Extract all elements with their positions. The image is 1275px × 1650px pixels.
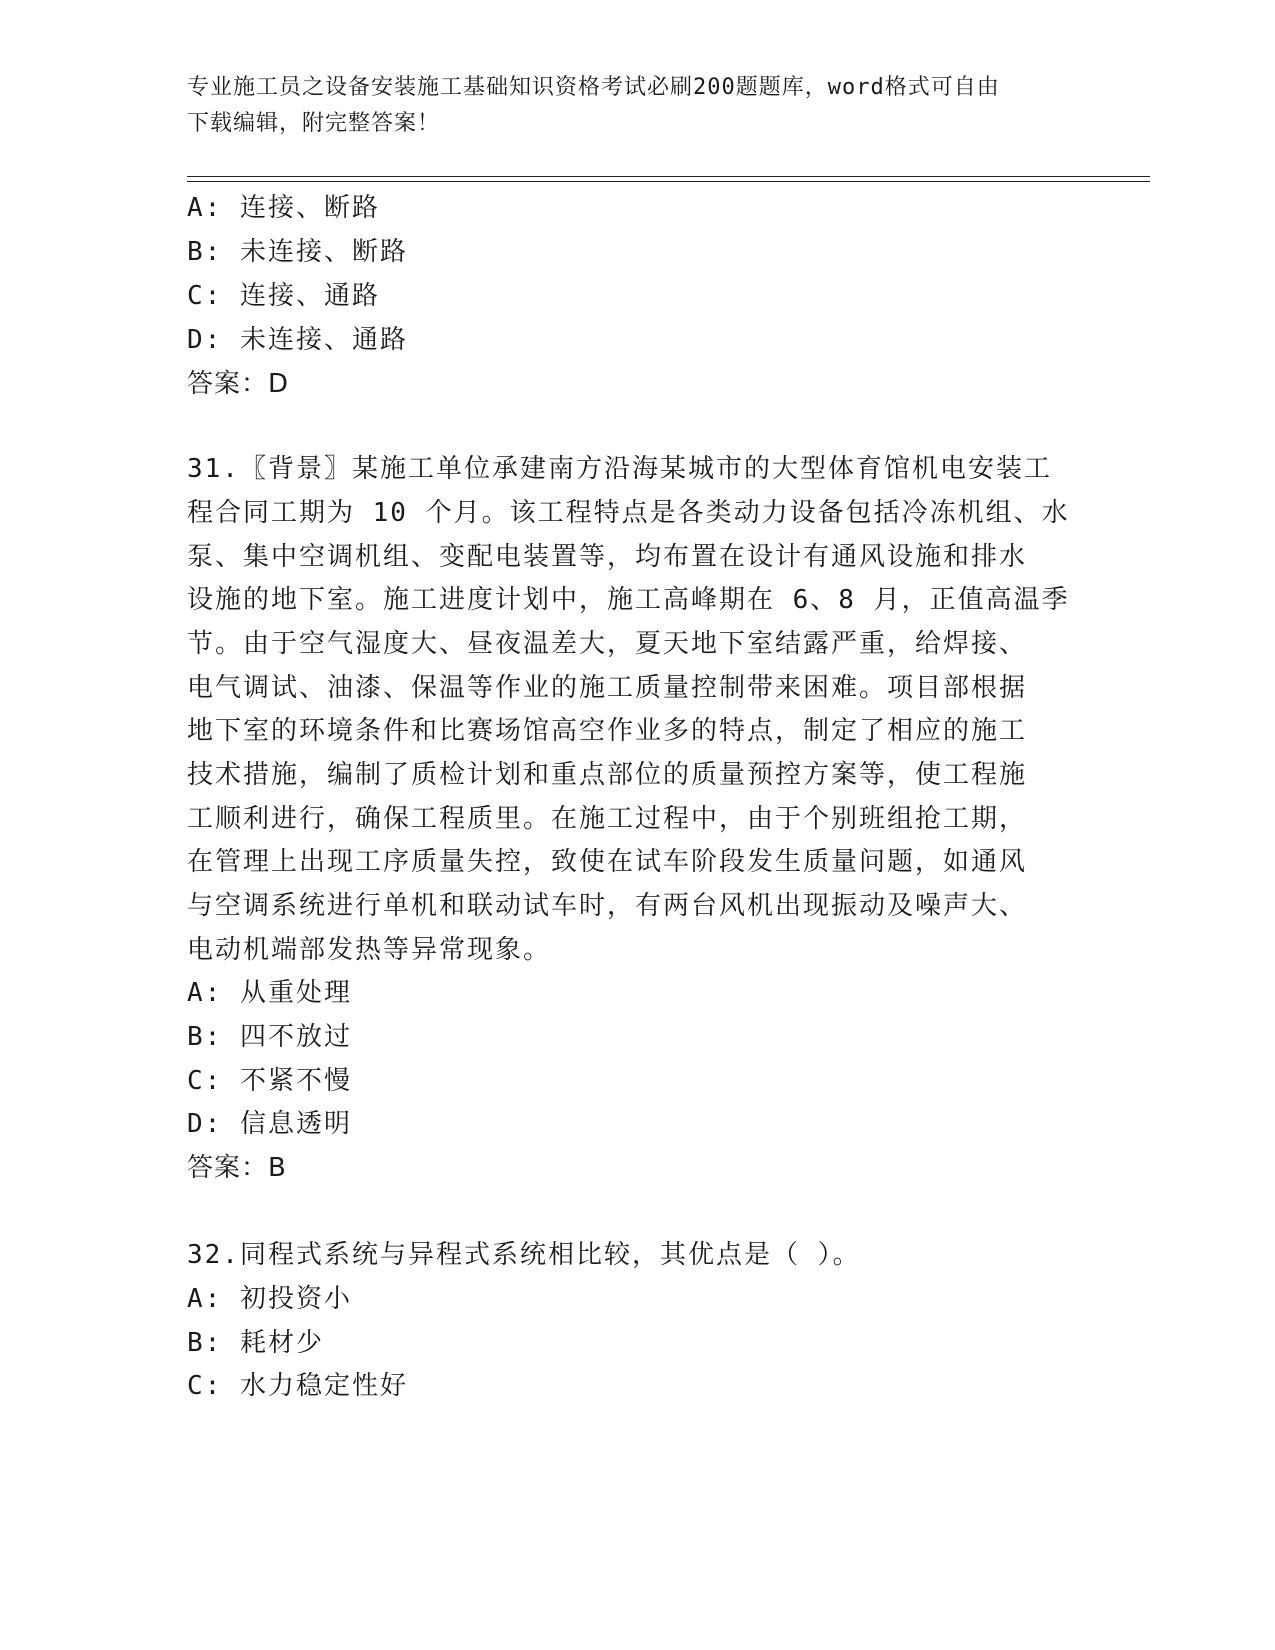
q30-answer: 答案：D (187, 369, 290, 399)
q31-option-c: C: 不紧不慢 (187, 1066, 352, 1096)
q31-text-line: 电动机端部发热等异常现象。 (187, 935, 552, 965)
header-divider-top (187, 176, 1150, 177)
q32-question: 32.同程式系统与异程式系统相比较，其优点是（ ）。 (187, 1240, 861, 1270)
q30-option-c: C: 连接、通路 (187, 281, 380, 311)
q30-option-b: B: 未连接、断路 (187, 237, 408, 267)
q31-text-line: 泵、集中空调机组、变配电装置等，均布置在设计有通风设施和排水 (187, 542, 1028, 572)
q32-option-c: C: 水力稳定性好 (187, 1371, 408, 1401)
header-line-1: 专业施工员之设备安装施工基础知识资格考试必刷200题题库，word格式可自由 (187, 75, 1000, 100)
q31-text-line: 节。由于空气湿度大、昼夜温差大，夏天地下室结露严重，给焊接、 (187, 629, 1028, 659)
header-divider-bottom (187, 181, 1150, 182)
q30-option-d: D: 未连接、通路 (187, 325, 408, 355)
q32-option-a: A: 初投资小 (187, 1284, 352, 1314)
header-line-2: 下载编辑，附完整答案！ (187, 111, 441, 136)
q31-option-a: A: 从重处理 (187, 978, 352, 1008)
q31-option-d: D: 信息透明 (187, 1109, 352, 1139)
q31-text-line: 地下室的环境条件和比赛场馆高空作业多的特点，制定了相应的施工 (187, 716, 1028, 746)
q30-option-a: A: 连接、断路 (187, 193, 380, 223)
q31-text-line: 程合同工期为 10 个月。该工程特点是各类动力设备包括冷冻机组、水 (187, 498, 1070, 528)
q31-text-line: 工顺利进行，确保工程质里。在施工过程中，由于个别班组抢工期， (187, 804, 1028, 834)
q31-option-b: B: 四不放过 (187, 1022, 352, 1052)
q31-text-line: 设施的地下室。施工进度计划中，施工高峰期在 6、8 月，正值高温季 (187, 585, 1070, 615)
q31-text-line: 与空调系统进行单机和联动试车时，有两台风机出现振动及噪声大、 (187, 891, 1028, 921)
document-header (187, 70, 1067, 142)
q31-text-line: 在管理上出现工序质量失控，致使在试车阶段发生质量问题，如通风 (187, 847, 1028, 877)
q32-option-b: B: 耗材少 (187, 1328, 324, 1358)
q31-text-line: 31.〖背景〗某施工单位承建南方沿海某城市的大型体育馆机电安装工 (187, 454, 1052, 484)
q31-text-line: 电气调试、油漆、保温等作业的施工质量控制带来困难。项目部根据 (187, 673, 1028, 703)
q31-answer: 答案：B (187, 1153, 287, 1183)
q31-text-line: 技术措施，编制了质检计划和重点部位的质量预控方案等，使工程施 (187, 760, 1028, 790)
